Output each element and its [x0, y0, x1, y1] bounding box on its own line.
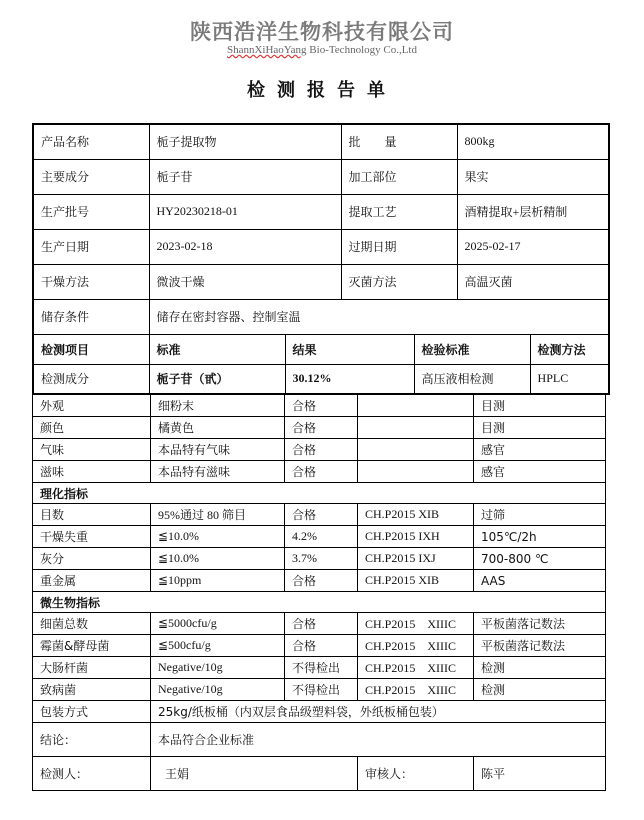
table-cell: 重金属: [33, 570, 151, 592]
table-cell: [358, 439, 474, 461]
table-cell: 目测: [474, 417, 606, 439]
table-row: [33, 439, 606, 461]
table-cell: Negative/10g: [151, 679, 285, 701]
info-cell: 生产日期: [33, 229, 149, 264]
table-cell: 检测: [474, 679, 606, 701]
table-cell: 合格: [285, 439, 358, 461]
label: 结论：: [33, 723, 151, 757]
table-cell: CH.P2015 XIIIC: [358, 679, 474, 701]
section-title: 微生物指标: [33, 592, 606, 613]
table-cell: ≦10.0%: [151, 548, 285, 570]
table-cell: 本品特有气味: [151, 439, 285, 461]
table-row: [33, 417, 606, 439]
label: 储存条件: [33, 299, 149, 334]
table-cell: AAS: [474, 570, 606, 592]
table-cell: ≦10ppm: [151, 570, 285, 592]
info-cell: 灭菌方法: [341, 264, 457, 299]
english-name-part: ShannXiHaoYang: [226, 44, 307, 56]
table-cell: 本品特有滋味: [151, 461, 285, 483]
info-row: [33, 159, 609, 194]
table-cell: 4.2%: [285, 526, 358, 548]
info-cell: 高温灭菌: [457, 264, 609, 299]
table-cell: CH.P2015 XIIIC: [358, 613, 474, 635]
table-cell: 不得检出: [285, 679, 358, 701]
table-cell: 700-800 ℃: [474, 548, 606, 570]
tester-name: 王娟: [151, 757, 358, 791]
company-english-name: [0, 44, 644, 56]
table-row: [33, 504, 606, 526]
cell: 高压液相检测: [414, 364, 530, 394]
assay-row: [33, 364, 609, 394]
info-row: [33, 264, 609, 299]
table-cell: 检测: [474, 657, 606, 679]
info-cell: 微波干燥: [149, 264, 341, 299]
table-cell: 橘黄色: [151, 417, 285, 439]
english-name-rest: Bio-Technology Co.,Ltd: [306, 44, 417, 56]
table-cell: 干燥失重: [33, 526, 151, 548]
table-cell: 平板菌落记数法: [474, 635, 606, 657]
table-cell: 95%通过 80 筛目: [151, 504, 285, 526]
table-cell: [358, 417, 474, 439]
table-cell: Negative/10g: [151, 657, 285, 679]
table-cell: CH.P2015 IXJ: [358, 548, 474, 570]
cell: 检测成分: [33, 364, 149, 394]
table-cell: CH.P2015 XIB: [358, 504, 474, 526]
table-cell: 105℃/2h: [474, 526, 606, 548]
section-micro: [33, 592, 606, 613]
table-row: [33, 635, 606, 657]
table-cell: 目测: [474, 395, 606, 417]
table-cell: 外观: [33, 395, 151, 417]
table-cell: ≦5000cfu/g: [151, 613, 285, 635]
tester-label: 检测人：: [33, 757, 151, 791]
cell: 栀子苷（甙）: [149, 364, 285, 394]
table-cell: CH.P2015 IXH: [358, 526, 474, 548]
table-cell: 合格: [285, 461, 358, 483]
table-cell: [358, 395, 474, 417]
cell: HPLC: [530, 364, 609, 394]
test-results-table: [32, 394, 606, 791]
info-row: [33, 229, 609, 264]
table-cell: 合格: [285, 570, 358, 592]
table-cell: CH.P2015 XIIIC: [358, 635, 474, 657]
section-physchem: [33, 483, 606, 504]
cell: 30.12%: [285, 364, 414, 394]
info-cell: 干燥方法: [33, 264, 149, 299]
table-cell: 过筛: [474, 504, 606, 526]
table-cell: ≦10.0%: [151, 526, 285, 548]
info-cell: 栀子苷: [149, 159, 341, 194]
table-cell: 合格: [285, 635, 358, 657]
value: 25kg/纸板桶（内双层食品级塑料袋，外纸板桶包装）: [151, 701, 606, 723]
table-cell: 滋味: [33, 461, 151, 483]
table-cell: 细菌总数: [33, 613, 151, 635]
table-row: [33, 679, 606, 701]
conclusion-row: [33, 723, 606, 757]
table-row: [33, 570, 606, 592]
table-row: [33, 548, 606, 570]
company-name: 陕西浩洋生物科技有限公司: [190, 20, 454, 44]
table-row: [33, 657, 606, 679]
section-title: 理化指标: [33, 483, 606, 504]
table-cell: 颜色: [33, 417, 151, 439]
info-cell: 果实: [457, 159, 609, 194]
info-row: [33, 194, 609, 229]
info-cell: 2023-02-18: [149, 229, 341, 264]
info-cell: 提取工艺: [341, 194, 457, 229]
table-cell: 合格: [285, 613, 358, 635]
reviewer-label: 审核人：: [358, 757, 474, 791]
table-cell: 不得检出: [285, 657, 358, 679]
table-row: [33, 526, 606, 548]
info-cell: 产品名称: [33, 124, 149, 159]
table-row: [33, 395, 606, 417]
table-cell: 细粉末: [151, 395, 285, 417]
test-header-row: [33, 334, 609, 364]
header-cell: 检测方法: [530, 334, 609, 364]
table-cell: 霉菌&酵母菌: [33, 635, 151, 657]
info-cell: 过期日期: [341, 229, 457, 264]
table-cell: 合格: [285, 395, 358, 417]
table-cell: 3.7%: [285, 548, 358, 570]
table-row: [33, 613, 606, 635]
info-cell: 主要成分: [33, 159, 149, 194]
info-cell: 加工部位: [341, 159, 457, 194]
signature-row: [33, 757, 606, 791]
info-cell: 800kg: [457, 124, 609, 159]
table-cell: [358, 461, 474, 483]
info-cell: 批 量: [341, 124, 457, 159]
table-cell: 大肠杆菌: [33, 657, 151, 679]
info-cell: 酒精提取+层析精制: [457, 194, 609, 229]
table-cell: CH.P2015 XIIIC: [358, 657, 474, 679]
value: 储存在密封容器、控制室温: [149, 299, 609, 334]
table-cell: 灰分: [33, 548, 151, 570]
packaging-row: [33, 701, 606, 723]
header-cell: 标准: [149, 334, 285, 364]
table-cell: 合格: [285, 504, 358, 526]
table-cell: 感官: [474, 461, 606, 483]
table-cell: 气味: [33, 439, 151, 461]
product-info-table: [32, 123, 610, 395]
table-cell: 感官: [474, 439, 606, 461]
header-cell: 检测项目: [33, 334, 149, 364]
table-cell: CH.P2015 XIB: [358, 570, 474, 592]
report-title: 检测报告单: [247, 80, 397, 101]
header-cell: 检验标准: [414, 334, 530, 364]
info-cell: 2025-02-17: [457, 229, 609, 264]
table-cell: 平板菌落记数法: [474, 613, 606, 635]
table-cell: ≦500cfu/g: [151, 635, 285, 657]
storage-row: [33, 299, 609, 334]
table-cell: 目数: [33, 504, 151, 526]
reviewer-name: 陈平: [474, 757, 606, 791]
header-cell: 结果: [285, 334, 414, 364]
info-cell: HY20230218-01: [149, 194, 341, 229]
info-row: [33, 124, 609, 159]
table-cell: 致病菌: [33, 679, 151, 701]
table-row: [33, 461, 606, 483]
value: 本品符合企业标准: [151, 723, 606, 757]
table-cell: 合格: [285, 417, 358, 439]
info-cell: 生产批号: [33, 194, 149, 229]
label: 包装方式: [33, 701, 151, 723]
info-cell: 栀子提取物: [149, 124, 341, 159]
